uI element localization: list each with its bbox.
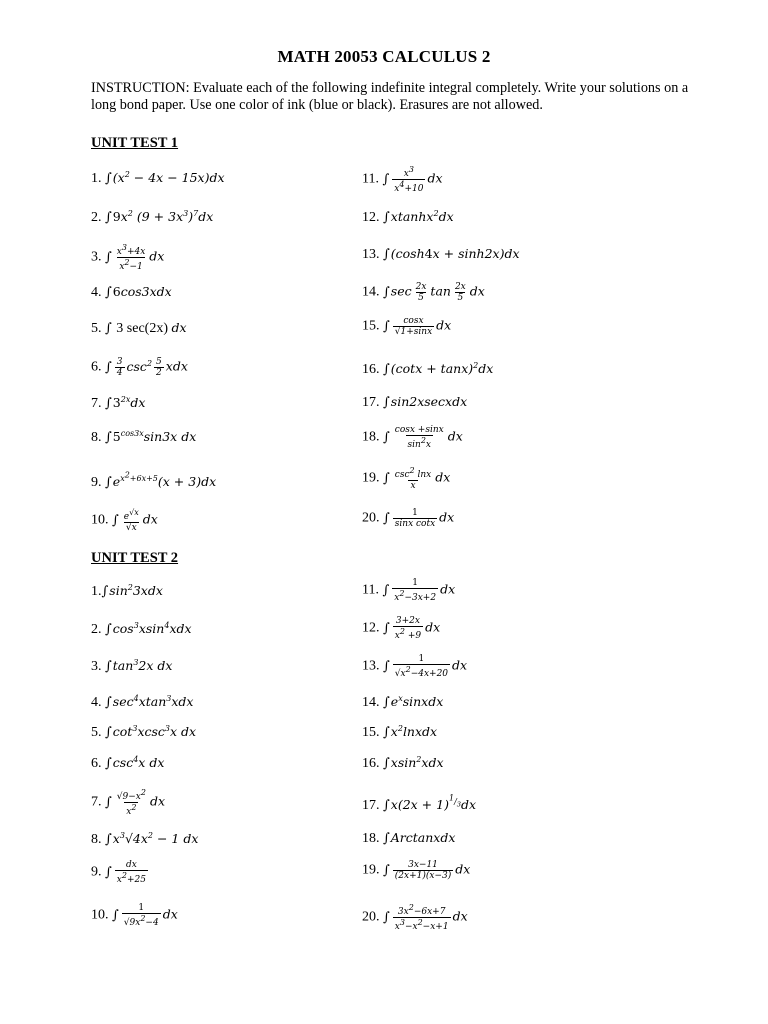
u2-item-20: 20. ∫ $\frac{3x^2-6x+7}{x^3-x^2-x+1}$ dx xyxy=(362,903,468,932)
instruction-text: INSTRUCTION: Evaluate each of the following indefinite integral completely. Write your solutions on a long bond paper. Use one color of ink (blue or black). Erasures are not allowed. xyxy=(91,80,689,113)
u2-item-7: 7. ∫ $\frac{√9-x^2}{x^2}$ dx xyxy=(91,788,166,817)
u1-item-18: 18. ∫ $\frac{\cos x +\sin x}{\sin^2x}$ dx xyxy=(362,425,463,450)
u1-item-19: 19. ∫ $\frac{\csc^2 \ln x}{x}$ dx xyxy=(362,466,451,491)
u2-item-4: 4. $\int\sec^4xtan^3xdx$ xyxy=(91,694,194,711)
unit-test-1-heading: UNIT TEST 1 xyxy=(91,135,179,151)
u2-item-5: 5. $\int\cot^3xcsc^3x$ dx xyxy=(91,724,197,741)
u1-item-2: 2. $\int 9x^2$ $(9 + 3x^3)^7dx$ xyxy=(91,209,214,226)
u2-item-12: 12. ∫ $\frac{3+2x}{x^2 +9}$ dx xyxy=(362,616,441,641)
u1-item-15: 15. ∫ $\frac{\cos x}{√1+\sin x}$ dx xyxy=(362,316,452,337)
u1-item-6: 6. ∫ $\frac{3}{4}$ $\csc^2$ $\frac{5}{2}$ xdx xyxy=(91,357,188,378)
u2-item-10: 10. ∫ $\frac{1}{√9x^2-4}$ dx xyxy=(91,903,178,928)
u1-item-3: 3. ∫ $\frac{x^3+4x}{x^2-1}$ dx xyxy=(91,243,165,272)
u2-item-18: 18. ∫Arctanxdx xyxy=(362,830,456,846)
u2-item-6: 6. $\int\csc^4x$ dx xyxy=(91,755,165,772)
u1-item-10: 10. ∫ $\frac{e^{√x}}{√x}$ dx xyxy=(91,508,158,533)
u1-item-4: 4. ∫6cos3xdx xyxy=(91,284,172,300)
u2-item-15: 15. $\int x^2lnxdx$ xyxy=(362,724,438,741)
u1-item-16: 16. $\int(\cot x + \tan x)^2dx$ xyxy=(362,361,494,378)
u1-item-9: 9. $\int e^{x^2+6x+5}(x + 3)dx$ xyxy=(91,470,217,490)
u1-item-14: 14. ∫sec $\frac{2x}{5}$ tan $\frac{2x}{5}$ dx xyxy=(362,282,485,303)
u2-item-13: 13. ∫ $\frac{1}{√x^2-4x+20}$ dx xyxy=(362,654,468,679)
u1-item-5: 5. ∫ 3 sec(2x) dx xyxy=(91,320,187,336)
u1-item-17: 17. ∫sin2xsecxdx xyxy=(362,394,468,410)
u1-item-20: 20. ∫ $\frac{1}{\text{sinx cotx}}$ dx xyxy=(362,508,455,529)
page-title: MATH 20053 CALCULUS 2 xyxy=(277,47,491,66)
u2-item-14: 14. $\int e^xsinxdx$ xyxy=(362,694,444,711)
u2-item-19: 19. ∫ $\frac{3x-11}{(2x+1)(x-3)}$ dx xyxy=(362,860,471,881)
u2-item-17: 17. $\int x(2x + 1)^{^1/_3}dx$ xyxy=(362,793,477,813)
u1-item-13: 13. ∫(cosh4x + sinh2x)dx xyxy=(362,246,520,262)
u1-item-8: 8. $\int 5^{cos3x}\sin 3x$ dx xyxy=(91,429,197,446)
u1-item-12: 12. ∫xtanhx$^2$dx xyxy=(362,209,454,226)
u1-item-7: 7. $\int 3^{2x}dx$ xyxy=(91,395,146,412)
u2-item-9: 9. ∫ $\frac{dx}{x^2+25}$ xyxy=(91,860,146,885)
u2-item-11: 11. ∫ $\frac{1}{x^2-3x+2}$ dx xyxy=(362,578,456,603)
u2-item-2: 2. $\int\cos^3xsin^4xdx$ xyxy=(91,621,192,638)
u2-item-8: 8. $\int x^3√4x^2 - 1$ dx xyxy=(91,831,199,848)
u2-item-1: $1.\int\sin^23xdx$ xyxy=(91,583,163,600)
u2-item-16: 16. ∫xsin$^2$xdx xyxy=(362,755,444,772)
u2-item-3: 3. $\int\tan^32x$ dx xyxy=(91,658,173,675)
u1-item-1: 1. $\int(x^2 - 4x - 15x)dx$ xyxy=(91,170,225,187)
unit-test-2-heading: UNIT TEST 2 xyxy=(91,550,179,566)
u1-item-11: 11. ∫ $\frac{x^3}{x^4+10}$ dx xyxy=(362,165,443,194)
